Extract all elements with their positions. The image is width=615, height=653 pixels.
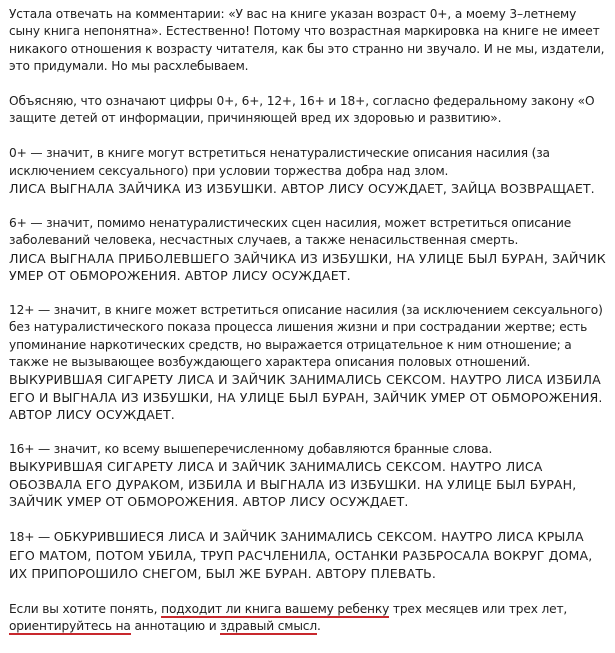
rating-0-paragraph <box>9 145 609 197</box>
rating-12-paragraph <box>9 302 609 424</box>
conclusion-paragraph <box>9 601 609 636</box>
post-text <box>9 6 609 653</box>
conclusion-underlined-orient: ориентируйтесь на <box>9 619 131 634</box>
explain-text: Объясняю, что означают цифры 0+, 6+, 12+, 16+ и 18+, согласно федеральному закону «О защите детей от информации, причиняющей вред их здоровью и развитию». <box>9 94 595 126</box>
conclusion-underlined-common-sense: здравый смысл <box>220 619 317 634</box>
conclusion-part-4: . <box>317 619 321 634</box>
conclusion-underlined-suitability: подходит ли книга вашему ребенку <box>161 601 390 616</box>
rating-6-example: ЛИСА ВЫГНАЛА ПРИБОЛЕВШЕГО ЗАЙЧИКА ИЗ ИЗБУШКИ, НА УЛИЦЕ БЫЛ БУРАН, ЗАЙЧИК УМЕР ОТ ОБМОРОЖЕНИЯ. АВТОР ЛИСУ ОСУЖДАЕТ. <box>9 250 606 284</box>
rating-6-paragraph <box>9 215 609 285</box>
conclusion-part-2: трех месяцев или трех лет, <box>389 601 568 616</box>
rating-16-description: 16+ — значит, ко всему вышеперечисленному добавляются бранные слова. <box>9 442 493 457</box>
rating-0-example: ЛИСА ВЫГНАЛА ЗАЙЧИКА ИЗ ИЗБУШКИ. АВТОР ЛИСУ ОСУЖДАЕТ, ЗАЙЦА ВОЗВРАЩАЕТ. <box>9 181 595 197</box>
explain-paragraph <box>9 93 609 128</box>
intro-paragraph <box>9 6 609 76</box>
rating-18-paragraph <box>9 528 609 583</box>
rating-16-paragraph <box>9 441 609 511</box>
intro-text: Устала отвечать на комментарии: «У вас на книге указан возраст 0+, а моему 3–летнему сыну книга непонятна». Естественно! Потому что возрастная маркировка на книге не имеет никакого отношения к возрасту читателя, как бы это странно ни звучало. И не мы, издатели, это придумали. Но мы расхлебываем. <box>9 7 605 74</box>
rating-18-description: 18+ — <box>9 530 54 545</box>
rating-0-description: 0+ — значит, в книге могут встретиться ненатуралистические описания насилия (за исключением сексуального) при условии торжества добра над злом. <box>9 146 550 178</box>
rating-12-example: ВЫКУРИВШАЯ СИГАРЕТУ ЛИСА И ЗАЙЧИК ЗАНИМАЛИСЬ СЕКСОМ. НАУТРО ЛИСА ИЗБИЛА ЕГО И ВЫГНАЛА ИЗ ИЗБУШКИ, НА УЛИЦЕ БЫЛ БУРАН, ЗАЙЧИК УМЕР ОТ ОБМОРОЖЕНИЯ. АВТОР ЛИСУ ОСУЖДАЕТ. <box>9 372 603 423</box>
rating-6-description: 6+ — значит, помимо ненатуралистических сцен насилия, может встретиться описание заболеваний человека, несчастных случаев, а также ненасильственная смерть. <box>9 215 572 248</box>
rating-16-example: ВЫКУРИВШАЯ СИГАРЕТУ ЛИСА И ЗАЙЧИК ЗАНИМАЛИСЬ СЕКСОМ. НАУТРО ЛИСА ОБОЗВАЛА ЕГО ДУРАКОМ, ИЗБИЛА И ВЫГНАЛА ИЗ ИЗБУШКИ. НА УЛИЦЕ БЫЛ БУРАН, ЗАЙЧИК УМЕР ОТ ОБМОРОЖЕНИЯ. АВТОР ЛИСУ ОСУЖДАЕТ. <box>9 459 577 510</box>
rating-18-example: ОБКУРИВШИЕСЯ ЛИСА И ЗАЙЧИК ЗАНИМАЛИСЬ СЕКСОМ. НАУТРО ЛИСА КРЫЛА ЕГО МАТОМ, ПОТОМ УБИЛА, ТРУП РАСЧЛЕНИЛА, ОСТАНКИ РАЗБРОСАЛА ВОКРУГ ДОМА, ИХ ПРИПОРОШИЛО СНЕГОМ, БЫЛ ЖЕ БУРАН. АВТОРУ ПЛЕВАТЬ. <box>9 529 593 581</box>
conclusion-part-3: аннотацию и <box>130 619 221 634</box>
conclusion-part-1: Если вы хотите понять, <box>9 601 162 616</box>
rating-12-description: 12+ — значит, в книге может встретиться описание насилия (за исключением сексуального) без натуралистического показа процесса лишения жизни и при сострадании жертве; есть упоминание наркотических средств, но выражается отрицательное к ним отношение; а также не вызывающее возбуждающего характера описания половых отношений. <box>9 302 603 370</box>
